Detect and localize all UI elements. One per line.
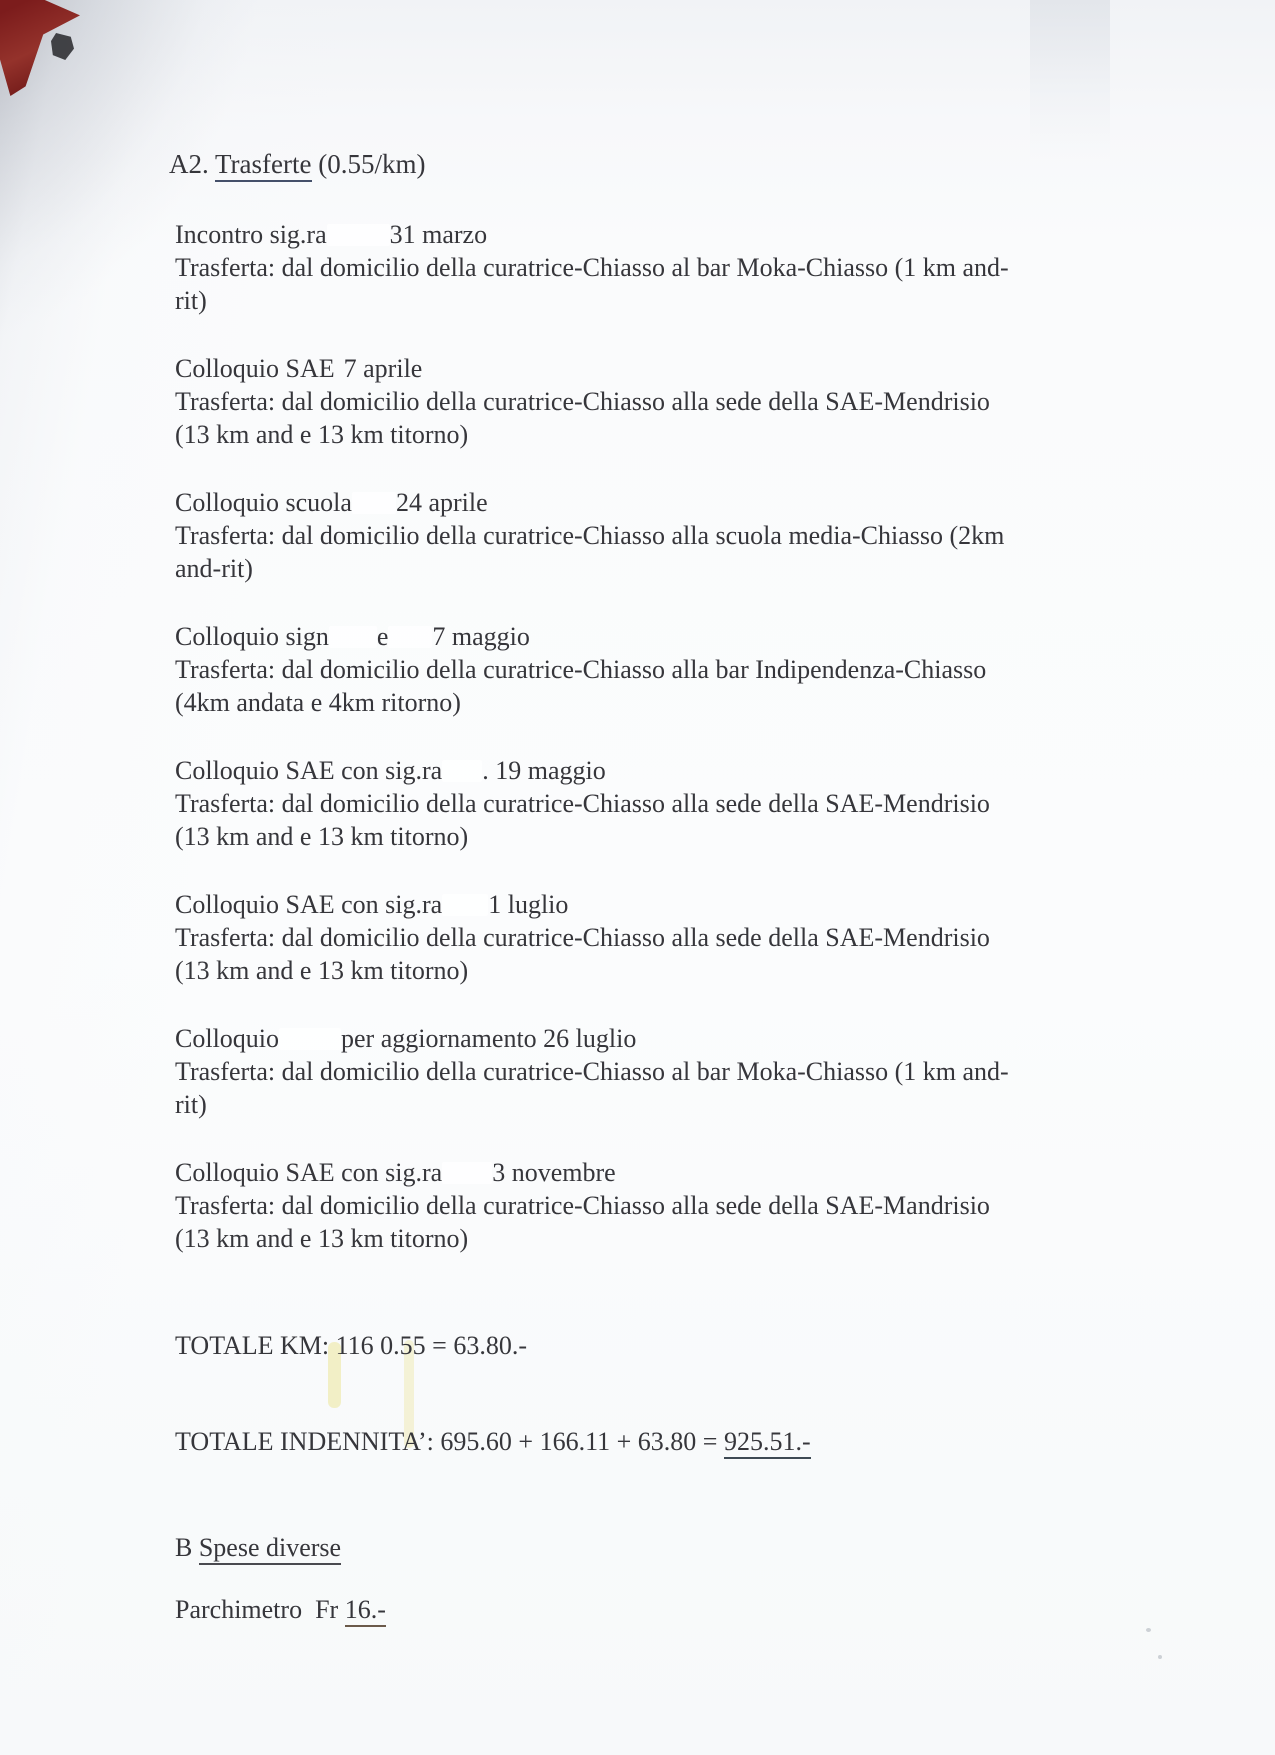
entry-detail-line: (13 km and e 13 km titorno) [175, 420, 469, 449]
section-b-heading [175, 1531, 1105, 1564]
entry-label: Colloquio [175, 1024, 280, 1053]
entry-date: per aggiornamento 26 luglio [341, 1024, 637, 1053]
parking-expense-line [175, 1593, 1105, 1626]
entry-label: Incontro sig.ra [175, 220, 327, 249]
entry-date: 7 maggio [432, 622, 530, 651]
total-indennita-line [175, 1425, 1105, 1458]
entry-detail-line: (4km andata e 4km ritorno) [175, 688, 461, 717]
entry-detail-line: Trasferta: dal domicilio della curatrice-Chiasso al bar Moka-Chiasso (1 km and- [175, 253, 1009, 282]
entry-label: Colloquio SAE con sig.ra [175, 890, 443, 919]
redacted-name [388, 626, 432, 648]
entry-detail-line: and-rit) [175, 554, 253, 583]
trasferta-entry [175, 1156, 1105, 1255]
trasferta-entry [175, 218, 1105, 317]
entry-date: 24 aprile [395, 488, 488, 517]
entry-detail-line: (13 km and e 13 km titorno) [175, 956, 469, 985]
scan-speck [1146, 1628, 1151, 1632]
trasferta-entry [175, 1022, 1105, 1121]
entry-heading [175, 1156, 1105, 1189]
total-km-line: TOTALE KM: 116 0.55 = 63.80.- [175, 1331, 528, 1360]
redacted-name [442, 760, 482, 782]
trasferta-entry [175, 486, 1105, 585]
entry-heading [175, 1022, 1105, 1055]
entry-heading [175, 754, 1105, 787]
entry-date: 1 luglio [488, 890, 569, 919]
redacted-name [352, 492, 396, 514]
total-indennita-formula: TOTALE INDENNITA’: 695.60 + 166.11 + 63.80 = [175, 1427, 724, 1456]
section-b-title: Spese diverse [199, 1533, 341, 1565]
entry-heading [175, 352, 1105, 385]
redacted-name [442, 1162, 492, 1184]
entry-detail-line: (13 km and e 13 km titorno) [175, 822, 469, 851]
parking-value: 16.- [345, 1595, 386, 1627]
section-title [169, 148, 1105, 181]
entry-detail-line: (13 km and e 13 km titorno) [175, 1224, 469, 1253]
entry-detail-line: Trasferta: dal domicilio della curatrice-Chiasso alla sede della SAE-Mendrisio [175, 789, 990, 818]
section-b-letter: B [175, 1533, 199, 1562]
entry-detail-line: Trasferta: dal domicilio della curatrice-Chiasso alla sede della SAE-Mandrisio [175, 1191, 990, 1220]
entry-heading [175, 218, 1105, 251]
section-title-underlined: Trasferte [215, 149, 311, 182]
entry-label: Colloquio SAE con sig.ra [175, 756, 443, 785]
redacted-name [442, 894, 488, 916]
redacted-name [279, 1028, 341, 1050]
entry-detail-line: rit) [175, 1090, 207, 1119]
entry-date: 7 aprile [343, 354, 423, 383]
trasferta-entry [175, 888, 1105, 987]
entry-date: . 19 maggio [482, 756, 606, 785]
entry-date: 31 marzo [389, 220, 488, 249]
entry-label: Colloquio SAE con sig.ra [175, 1158, 443, 1187]
entry-label: Colloquio scuola [175, 488, 352, 517]
entry-detail-line: Trasferta: dal domicilio della curatrice-Chiasso alla sede della SAE-Mendrisio [175, 923, 990, 952]
entry-detail-line: Trasferta: dal domicilio della curatrice-Chiasso al bar Moka-Chiasso (1 km and- [175, 1057, 1009, 1086]
redacted-name [329, 626, 377, 648]
entry-heading [175, 486, 1105, 519]
entry-detail-line: rit) [175, 286, 207, 315]
entry-label-mid: e [376, 622, 389, 651]
total-indennita-value: 925.51.- [724, 1427, 811, 1459]
entry-detail-line: Trasferta: dal domicilio della curatrice-Chiasso alla sede della SAE-Mendrisio [175, 387, 990, 416]
entry-label: Colloquio SAE [175, 354, 335, 383]
trasferta-entry [175, 620, 1105, 719]
trasferta-entry [175, 352, 1105, 451]
entry-date: 3 novembre [492, 1158, 616, 1187]
entry-heading [175, 620, 1105, 653]
scan-speck [1158, 1655, 1162, 1659]
entry-detail-line: Trasferta: dal domicilio della curatrice-Chiasso alla scuola media-Chiasso (2km [175, 521, 1005, 550]
redacted-name [327, 224, 390, 246]
entry-label: Colloquio sign [175, 622, 329, 651]
entry-heading [175, 888, 1105, 921]
entry-detail-line: Trasferta: dal domicilio della curatrice-Chiasso alla bar Indipendenza-Chiasso [175, 655, 987, 684]
trasferta-entry [175, 754, 1105, 853]
section-title-prefix: A2. [169, 149, 216, 179]
section-title-suffix: (0.55/km) [311, 149, 426, 179]
parking-label: Parchimetro Fr [175, 1595, 345, 1624]
